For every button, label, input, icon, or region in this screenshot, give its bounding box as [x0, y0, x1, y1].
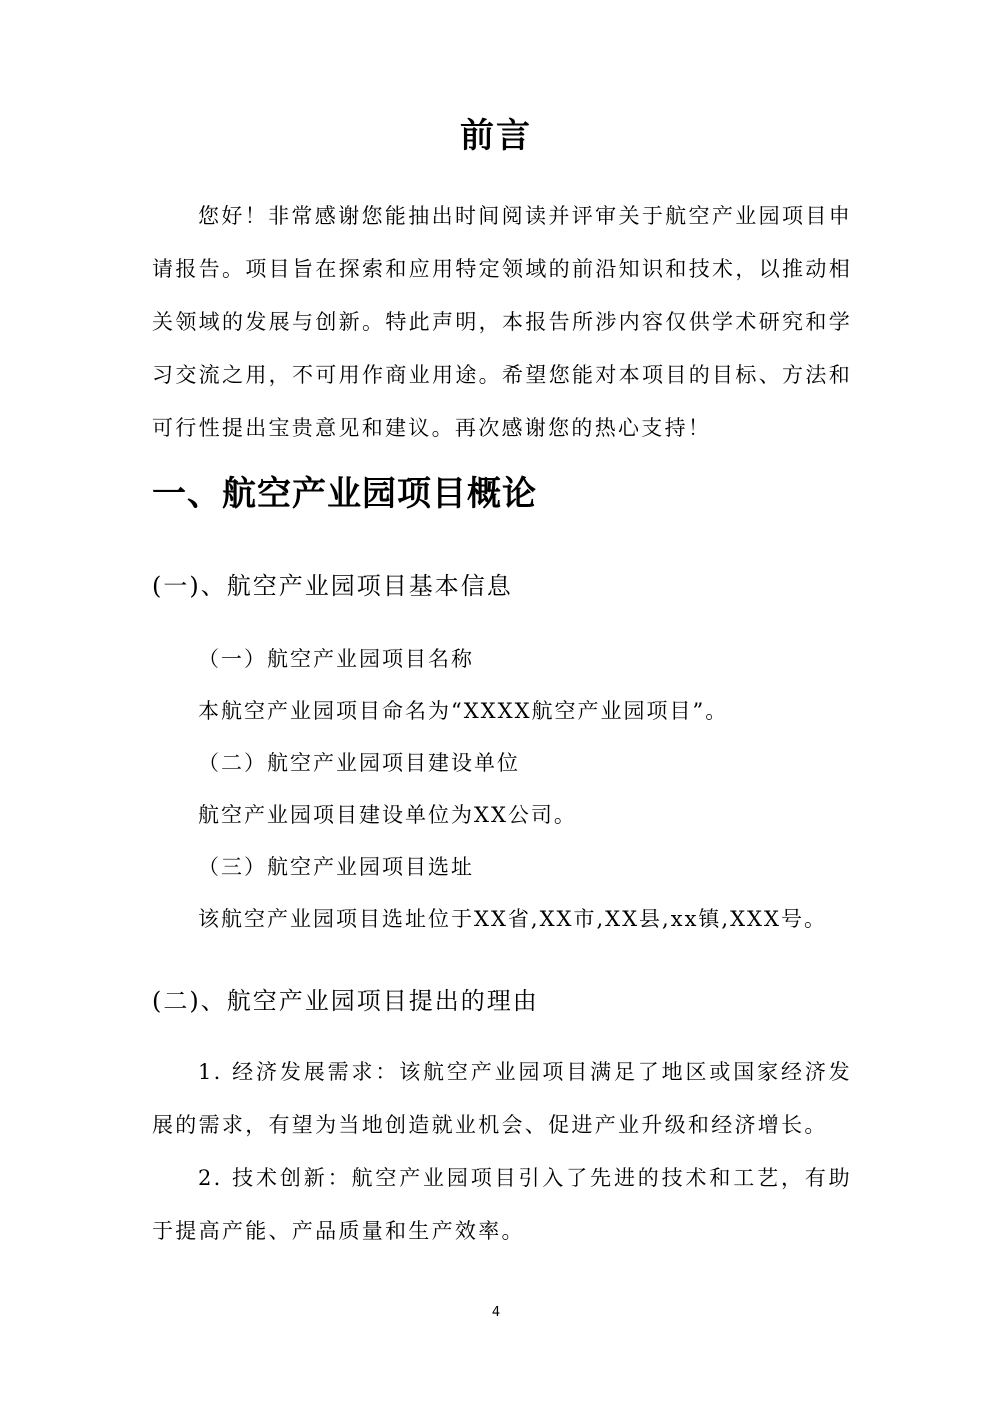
construction-unit-text: 航空产业园项目建设单位为XX公司。 — [198, 803, 577, 827]
site-text: 该航空产业园项目选址位于XX省,XX市,XX县,xx镇,XXX号。 — [198, 907, 827, 931]
chapter-heading: 一、航空产业园项目概论 — [152, 474, 537, 514]
page-title: 前言 — [460, 116, 532, 156]
reason-paragraph-economic: 1. 经济发展需求：该航空产业园项目满足了地区或国家经济发展的需求，有望为当地创造就业机会、促进产业升级和经济增长。 — [152, 1060, 852, 1137]
subheading-project-name: （一）航空产业园项目名称 — [198, 647, 474, 671]
subheading-construction-unit: （二）航空产业园项目建设单位 — [198, 751, 520, 775]
subheading-site: （三）航空产业园项目选址 — [198, 855, 474, 879]
section-heading-reasons: (二)、航空产业园项目提出的理由 — [152, 987, 539, 1015]
page-number: 4 — [491, 1305, 501, 1320]
project-name-text: 本航空产业园项目命名为“XXXX航空产业园项目”。 — [198, 699, 729, 723]
intro-paragraph: 您好！非常感谢您能抽出时间阅读并评审关于航空产业园项目申请报告。项目旨在探索和应用特定领域的前沿知识和技术，以推动相关领域的发展与创新。特此声明，本报告所涉内容仅供学术研究和学习交流之用，不可用作商业用途。希望您能对本项目的目标、方法和可行性提出宝贵意见和建议。再次感谢您的热心支持！ — [152, 204, 852, 440]
reason-paragraph-technology: 2. 技术创新：航空产业园项目引入了先进的技术和工艺，有助于提高产能、产品质量和生产效率。 — [152, 1166, 852, 1243]
section-heading-basic-info: (一)、航空产业园项目基本信息 — [152, 572, 513, 600]
